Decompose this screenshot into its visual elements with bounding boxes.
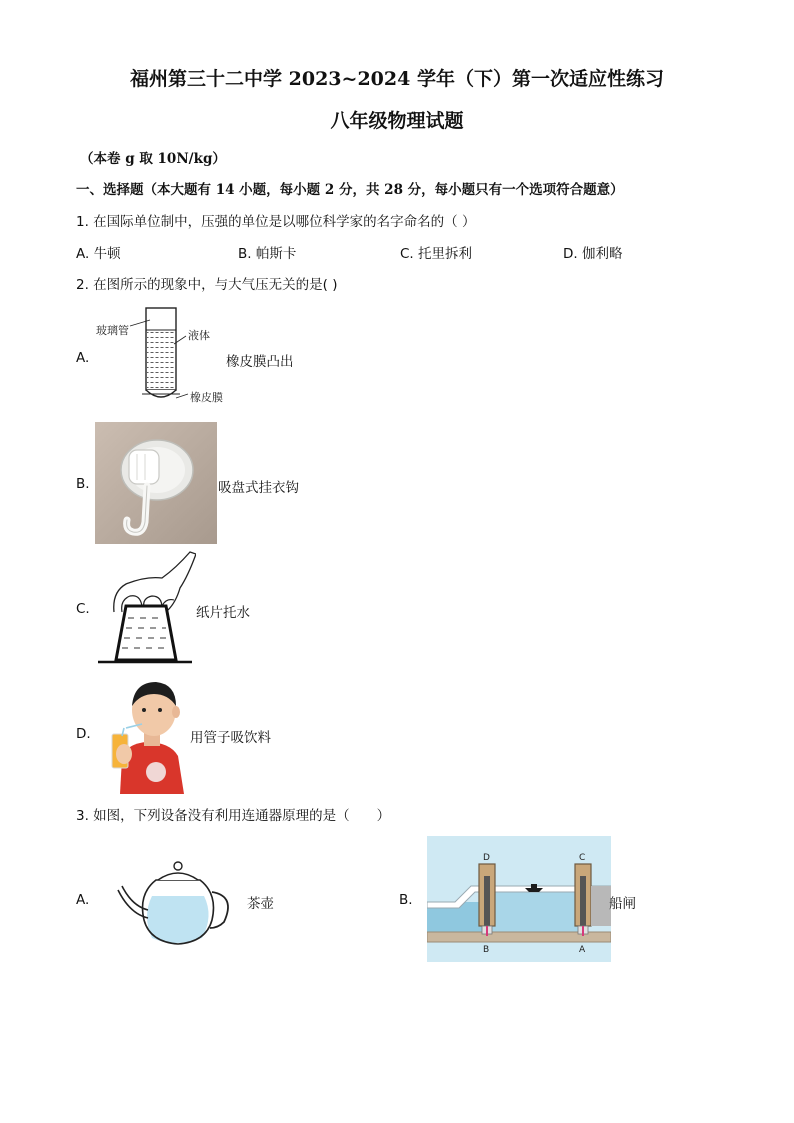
exam-title: 福州第三十二中学 2023~2024 学年（下）第一次适应性练习 (130, 68, 664, 90)
q3-stem: 3. 如图，下列设备没有利用连通器原理的是（ ） (76, 808, 391, 824)
q1-option-b: B. 帕斯卡 (238, 246, 297, 262)
section-heading: 一、选择题（本大题有 14 小题，每小题 2 分，共 28 分，每小题只有一个选项符合题意） (76, 182, 624, 198)
paper-holds-water-figure (96, 548, 196, 666)
lock-label-b: B (483, 945, 490, 955)
q3-option-a-letter: A. (76, 892, 90, 908)
q1-option-a: A. 牛顿 (76, 246, 121, 262)
teapot-figure (112, 856, 238, 948)
q2-option-c-letter: C. (76, 601, 90, 617)
boy-drinking-photo (104, 672, 188, 794)
q2-option-d-caption: 用管子吸饮料 (190, 730, 271, 746)
q2-option-b-letter: B. (76, 476, 90, 492)
liquid-label: 液体 (188, 329, 210, 342)
q3-option-a-caption: 茶壶 (247, 896, 274, 912)
q2-option-b-caption: 吸盘式挂衣钩 (218, 480, 299, 496)
gravity-note: （本卷 g 取 10N/kg） (80, 151, 226, 167)
lock-label-a: A (579, 945, 586, 955)
q1-stem: 1. 在国际单位制中，压强的单位是以哪位科学家的名字命名的（ ） (76, 214, 476, 230)
q1-option-c: C. 托里拆利 (400, 246, 473, 262)
lock-label-d: D (483, 853, 490, 863)
suction-hook-photo (95, 422, 217, 544)
q3-option-b-caption: 船闸 (609, 896, 636, 912)
glass-tube-figure (90, 300, 240, 412)
q1-option-d: D. 伽利略 (563, 246, 623, 262)
q2-option-a-caption: 橡皮膜凸出 (226, 354, 294, 370)
ship-lock-figure (427, 836, 611, 962)
q3-option-b-letter: B. (399, 892, 413, 908)
exam-subtitle: 八年级物理试题 (330, 110, 464, 132)
tube-label: 玻璃管 (96, 324, 129, 337)
q2-option-d-letter: D. (76, 726, 91, 742)
lock-label-c: C (579, 853, 586, 863)
q2-option-c-caption: 纸片托水 (196, 605, 250, 621)
q2-option-a-letter: A. (76, 350, 90, 366)
membrane-label: 橡皮膜 (190, 391, 223, 404)
q2-stem: 2. 在图所示的现象中，与大气压无关的是( ) (76, 277, 338, 293)
